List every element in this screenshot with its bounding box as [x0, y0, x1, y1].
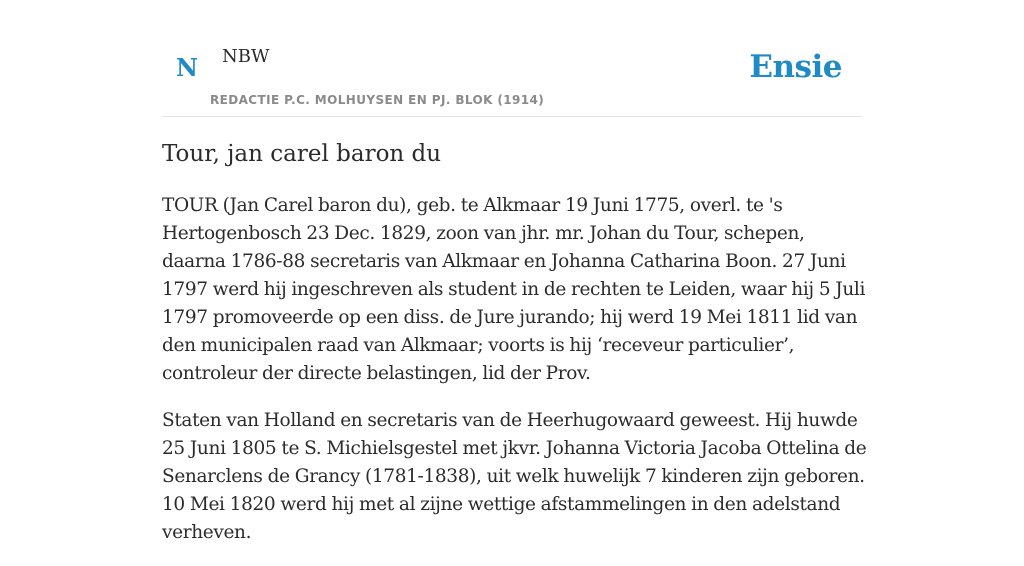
article-paragraph: Staten van Holland en secretaris van de Heerhugowaard geweest. Hij huwde 25 Juni 1805 te S. Michielsgestel met jkvr. Johanna Victoria Jacoba Ottelina de Senarclens de Grancy (1781-1838), uit welk huwelijk 7 kinderen zijn geboren. 10 Mei 1820 werd hij met al zijne wettige afstammelingen in den adelstand verheven.: [162, 410, 867, 543]
source-name-link[interactable]: NBW: [222, 46, 270, 67]
source-editors-subtitle: REDACTIE P.C. MOLHUYSEN EN PJ. BLOK (1914): [210, 93, 545, 107]
site-header: [162, 0, 862, 117]
source-logo-icon[interactable]: N: [176, 53, 198, 82]
article-body: [162, 192, 867, 566]
ensie-logo-link[interactable]: Ensie: [749, 49, 842, 85]
article-title: Tour, jan carel baron du: [162, 141, 442, 167]
article-paragraph: TOUR (Jan Carel baron du), geb. te Alkmaar 19 Juni 1775, overl. te 's Hertogenbosch 23 Dec. 1829, zoon van jhr. mr. Johan du Tour, schepen, daarna 1786-88 secretaris van Alkmaar en Johanna Catharina Boon. 27 Juni 1797 werd hij ingeschreven als student in de rechten te Leiden, waar hij 5 Juli 1797 promoveerde op een diss. de Jure jurando; hij werd 19 Mei 1811 lid van den municipalen raad van Alkmaar; voorts is hij ‘receveur particulier’, controleur der directe belastingen, lid der Prov.: [162, 195, 866, 384]
